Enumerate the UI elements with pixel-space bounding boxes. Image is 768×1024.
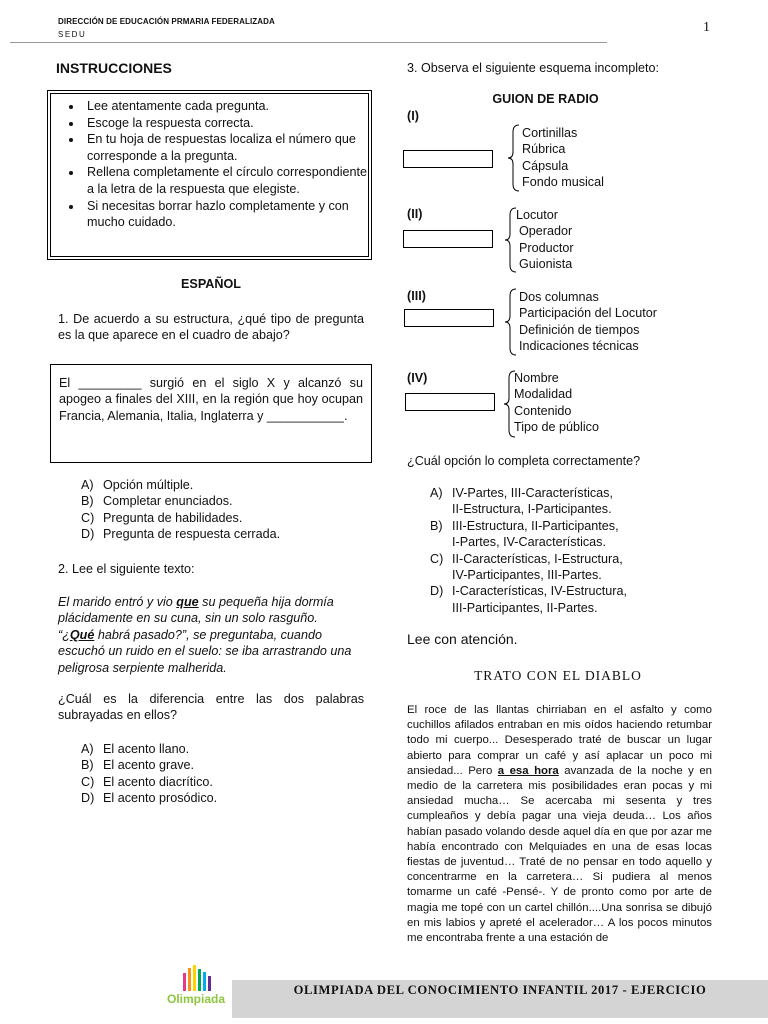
group-items-iii: Dos columnas Participación del Locutor Definición de tiempos Indicaciones técnicas [519, 290, 657, 354]
blank-box-ii [403, 230, 493, 248]
q3-question: ¿Cuál opción lo completa correctamente? [407, 454, 641, 468]
footer-title: OLIMPIADA DEL CONOCIMIENTO INFANTIL 2017 - EJERCICIO [293, 983, 707, 997]
q1-option-d[interactable]: D) Pregunta de respuesta cerrada. [81, 527, 281, 542]
group-numeral-i: (I) [407, 109, 419, 123]
q2-option-d[interactable]: D) El acento prosódico. [81, 791, 218, 806]
q3-option-a[interactable]: A) IV-Partes, III-Características, [430, 486, 613, 500]
instructions-title: INSTRUCCIONES [56, 60, 172, 76]
q2-options [81, 741, 217, 807]
q1-option-b[interactable]: B) Completar enunciados. [81, 494, 233, 509]
q1-options [81, 477, 280, 543]
q1-text: 1. De acuerdo a su estructura, ¿qué tipo de pregunta es la que aparece en el cuadro de abajo? [58, 312, 364, 343]
blank-box-iii [404, 309, 494, 327]
logo-bars-icon [165, 963, 227, 1017]
q2-intro: 2. Lee el siguiente texto: [58, 562, 195, 576]
group-numeral-iv: (IV) [407, 371, 428, 385]
page-number: 1 [703, 20, 710, 35]
brace-i [507, 124, 521, 192]
brace-iii [504, 288, 518, 356]
q1-box [50, 364, 372, 463]
q2-option-c[interactable]: C) El acento diacrítico. [81, 774, 213, 789]
q2-passage: El marido entró y vio que su pequeña hija dormía plácidamente en su cuna, sin un solo rasguño. “¿Qué habrá pasado?”, se preguntaba, cuando escuchó un ruido en el suelo: se iba arrastrando una peligrosa serpiente malherida. [58, 595, 352, 675]
group-items-iv: Nombre Modalidad Contenido Tipo de público [514, 371, 599, 435]
q3-option-c[interactable]: C) II-Características, I-Estructura, [430, 551, 623, 566]
underlined-word: que [176, 595, 199, 609]
instruction-item: • Si necesitas borrar hazlo completamente y con mucho cuidado. [83, 198, 368, 231]
diagram-title: GUION DE RADIO [492, 92, 599, 106]
logo-text: Olimpiada [166, 992, 225, 1006]
q1-option-a[interactable]: A) Opción múltiple. [81, 478, 194, 492]
q1-box-text: El _________ surgió en el siglo X y alcanzó su apogeo a finales del XIII, en la región que hoy ocupan Francia, Alemania, Italia, Inglaterra y ___________. [59, 376, 363, 423]
reading-prompt: Lee con atención. [407, 631, 518, 647]
header-sedu: SEDU [58, 30, 87, 39]
blank-box-iv [405, 393, 495, 411]
group-items-i: Cortinillas Rúbrica Cápsula Fondo musical [522, 126, 604, 190]
reading-title: TRATO CON EL DIABLO [474, 668, 642, 683]
instruction-item: • En tu hoja de respuestas localiza el número que corresponde a la pregunta. [83, 131, 368, 164]
olimpiada-logo [165, 963, 227, 1017]
group-items-ii: Locutor Operador Productor Guionista [516, 208, 574, 272]
instruction-item: • Escoge la respuesta correcta. [83, 115, 368, 132]
q3-intro: 3. Observa el siguiente esquema incompleto: [407, 61, 660, 75]
q1-option-c[interactable]: C) Pregunta de habilidades. [81, 510, 243, 525]
instructions-list [51, 98, 368, 231]
q3-options: A) IV-Partes, III-Características, II-Estructura, I-Participantes. B) III-Estructura, II-Participantes, I-Partes, IV-Características. C) II-Características, I-Estructura, IV-Participantes, III-Partes. D) I-Características, IV-Estructura, III-Participantes, II-Partes. [430, 486, 627, 615]
instruction-item: • Rellena completamente el círculo correspondiente a la letra de la respuesta que elegiste. [83, 164, 368, 197]
q2-option-a[interactable]: A) El acento llano. [81, 742, 190, 756]
q3-option-b[interactable]: B) III-Estructura, II-Participantes, [430, 518, 619, 533]
q2-question: ¿Cuál es la diferencia entre las dos palabras subrayadas en ellos? [58, 692, 364, 723]
instruction-item: • Lee atentamente cada pregunta. [83, 98, 368, 115]
underlined-word: Qué [69, 627, 95, 642]
header-institution: DIRECCIÓN DE EDUCACIÓN PRMARIA FEDERALIZADA [58, 17, 275, 26]
group-numeral-ii: (II) [407, 207, 423, 221]
header-divider [10, 42, 607, 43]
underlined-phrase: a esa hora [497, 764, 559, 777]
group-numeral-iii: (III) [407, 289, 426, 303]
instructions-box [50, 93, 369, 257]
q2-option-b[interactable]: B) El acento grave. [81, 758, 195, 773]
q3-option-d[interactable]: D) I-Características, IV-Estructura, [430, 584, 627, 599]
blank-box-i [403, 150, 493, 168]
reading-text: El roce de las llantas chirriaban en el asfalto y como cuchillos afilados entraban en mis oídos haciendo retumbar todo mi cuerpo... Desesperado traté de buscar un lugar abierto para comprar un café y así aplacar un poco mi ansiedad... Pero a esa hora avanzada de la noche y en medio de la carretera mis posibilidades eran pocas y mi ansiedad mucha… Se acercaba mi sesenta y tres cumpleaños y debía pagar una vieja deuda… Los años habían pasado volando desde aquel día en que por azar me había encontrado con Melquiades en una de esas locas fiestas de juventud… Traté de no pensar en todo aquello y concentrarme en la carretera… Si pudiera al menos tomarme un café -Pensé-. Y de pronto como por arte de magia me topé con un cartel chillón....Una sonrisa se dibujó en mis labios y apreté el acelerador… A los pocos minutos me encontraba frente a una estación de [407, 704, 713, 945]
section-title: ESPAÑOL [181, 277, 241, 291]
